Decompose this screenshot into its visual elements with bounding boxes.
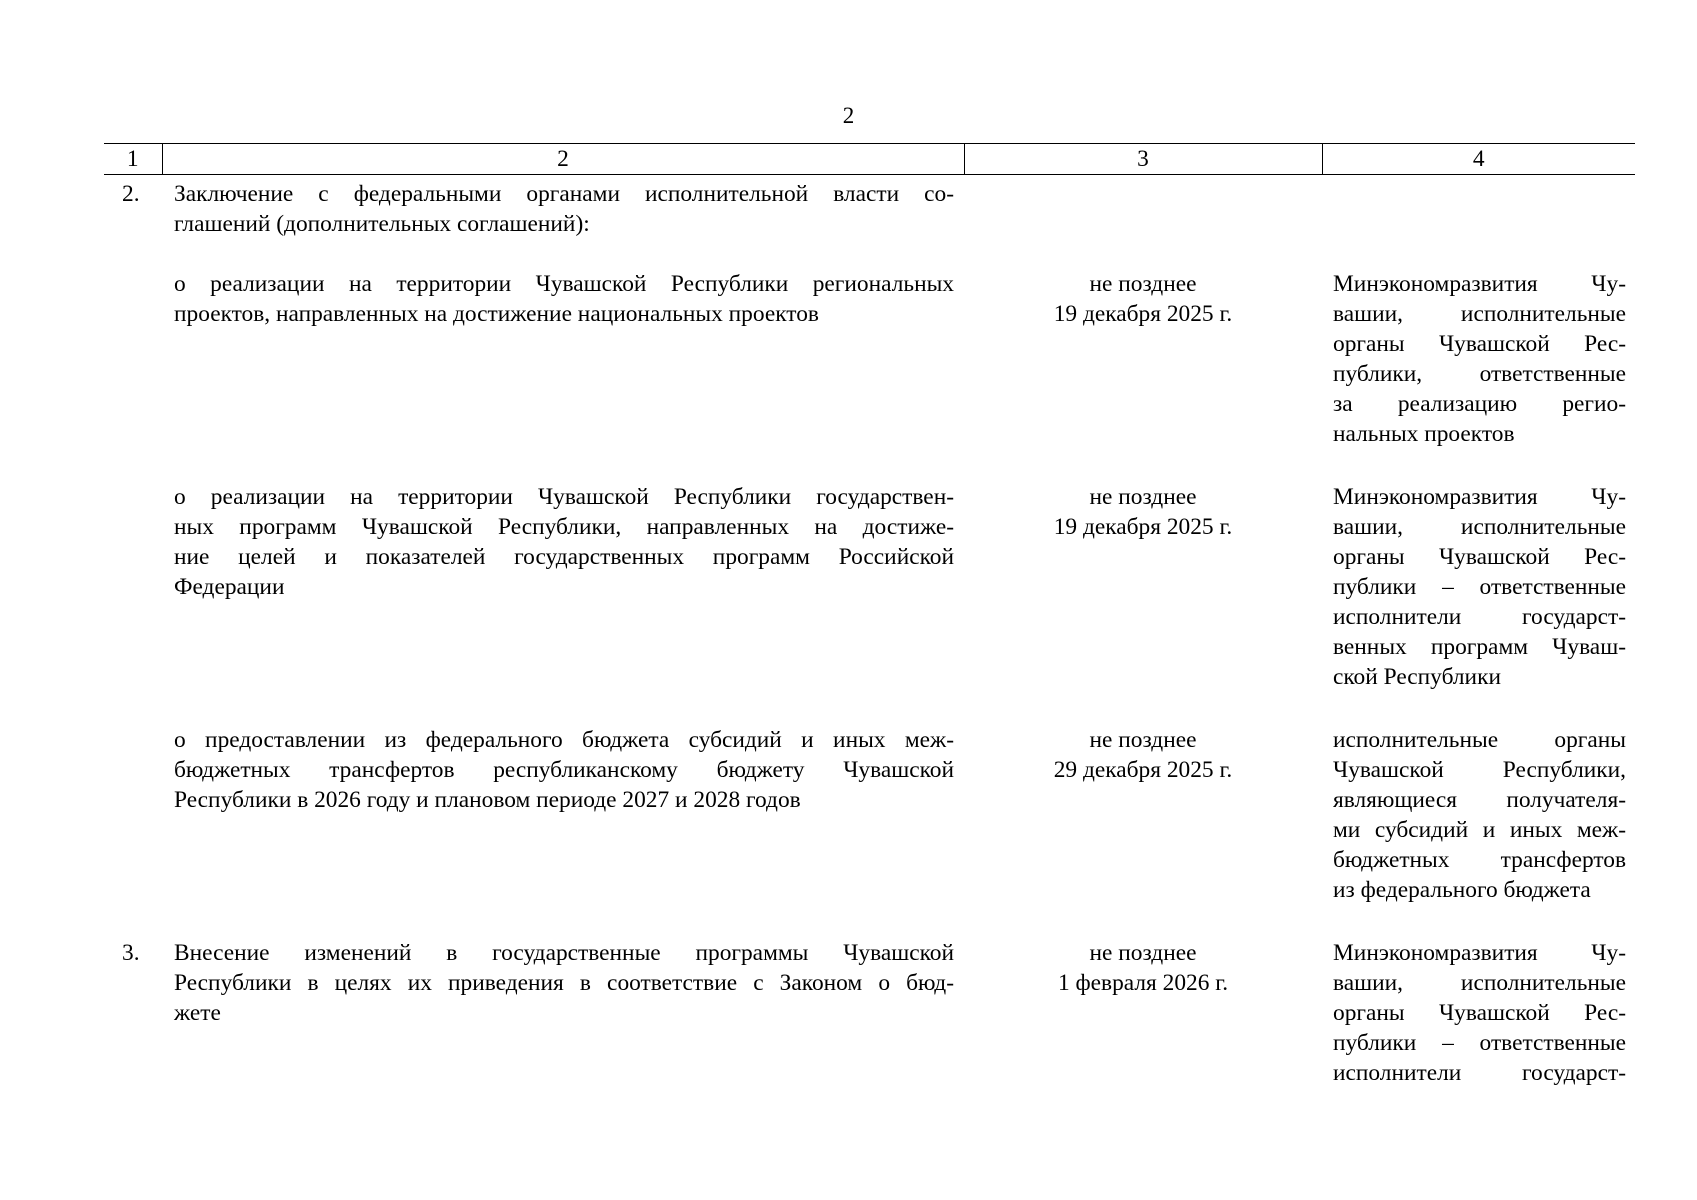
deadline-line: 29 декабря 2025 г. [1053,757,1233,783]
description-line: ных программ Чувашской Республики, направленных на достиже- [174,514,954,540]
row-number: 2. [122,181,140,207]
description-line: Республики в целях их приведения в соответствие с Законом о бюд- [174,970,954,996]
row-number [104,269,162,482]
deadline-cell [964,482,1322,725]
responsible-line: венных программ Чуваш- [1333,634,1626,660]
responsible-line: Чувашской Республики, [1333,757,1626,783]
column-header-2: 2 [162,144,964,175]
page-number: 2 [842,103,855,128]
description-line: о реализации на территории Чувашской Республики государствен- [174,484,954,510]
responsible-line: публики – ответственные [1333,1030,1626,1056]
deadline-cell [964,938,1322,1088]
deadline-line: 19 декабря 2025 г. [1053,301,1233,327]
description-line: бюджетных трансфертов республиканскому бюджету Чувашской [174,757,954,783]
description-line: о предоставлении из федерального бюджета субсидий и иных меж- [174,727,954,753]
responsible-line: органы Чувашской Рес- [1333,544,1626,570]
row-number [104,482,162,725]
responsible-line: вашии, исполнительные [1333,301,1626,327]
description-line: Заключение с федеральными органами исполнительной власти со- [174,181,954,207]
description-line: ние целей и показателей государственных программ Российской [174,544,954,570]
measure-description [162,938,964,1088]
measure-description [162,269,964,482]
deadline-cell [964,269,1322,482]
table-row [104,269,1635,482]
column-header-4: 4 [1322,144,1635,175]
responsible-line: являющиеся получателя- [1333,787,1626,813]
responsible-line: исполнительные органы [1333,727,1626,753]
description-line: Внесение изменений в государственные программы Чувашской [174,940,954,966]
responsible-line: ми субсидий и иных меж- [1333,817,1626,843]
responsible-cell [1322,175,1635,270]
deadline-line: 1 февраля 2026 г. [1057,970,1229,996]
row-number [104,725,162,938]
responsible-line: за реализацию регио- [1333,391,1626,417]
row-number: 3. [122,940,140,966]
responsible-cell [1322,938,1635,1088]
description-line: проектов, направленных на достижение национальных проектов [174,301,819,327]
plan-table [104,143,1635,1088]
responsible-line: исполнители государст- [1333,1060,1626,1086]
table-row [104,725,1635,938]
measure-description [162,482,964,725]
responsible-line: из федерального бюджета [1333,877,1591,903]
responsible-line: органы Чувашской Рес- [1333,1000,1626,1026]
description-line: Федерации [174,574,285,600]
responsible-line: публики – ответственные [1333,574,1626,600]
description-line: о реализации на территории Чувашской Республики региональных [174,271,954,297]
description-line: глашений (дополнительных соглашений): [174,211,590,237]
responsible-cell [1322,269,1635,482]
deadline-line: не позднее [1089,484,1197,510]
responsible-line: бюджетных трансфертов [1333,847,1626,873]
deadline-line: не позднее [1089,727,1197,753]
responsible-cell [1322,482,1635,725]
responsible-cell [1322,725,1635,938]
description-line: Республики в 2026 году и плановом периоде 2027 и 2028 годов [174,787,801,813]
measure-description [162,175,964,270]
column-header-3: 3 [964,144,1322,175]
responsible-line: Минэкономразвития Чу- [1333,271,1626,297]
table-row [104,175,1635,270]
table-header [104,144,1635,175]
header-row [104,144,1635,175]
responsible-line: вашии, исполнительные [1333,970,1626,996]
responsible-line: исполнители государст- [1333,604,1626,630]
column-header-1: 1 [104,144,162,175]
responsible-line: публики, ответственные [1333,361,1626,387]
responsible-line: нальных проектов [1333,421,1515,447]
deadline-line: не позднее [1089,271,1197,297]
responsible-line: вашии, исполнительные [1333,514,1626,540]
deadline-cell [964,175,1322,270]
responsible-line: органы Чувашской Рес- [1333,331,1626,357]
deadline-line: 19 декабря 2025 г. [1053,514,1233,540]
deadline-line: не позднее [1089,940,1197,966]
responsible-line: Минэкономразвития Чу- [1333,484,1626,510]
deadline-cell [964,725,1322,938]
description-line: жете [174,1000,221,1026]
responsible-line: Минэкономразвития Чу- [1333,940,1626,966]
responsible-line: ской Республики [1333,664,1501,690]
table-row [104,482,1635,725]
measure-description [162,725,964,938]
table-row [104,938,1635,1088]
